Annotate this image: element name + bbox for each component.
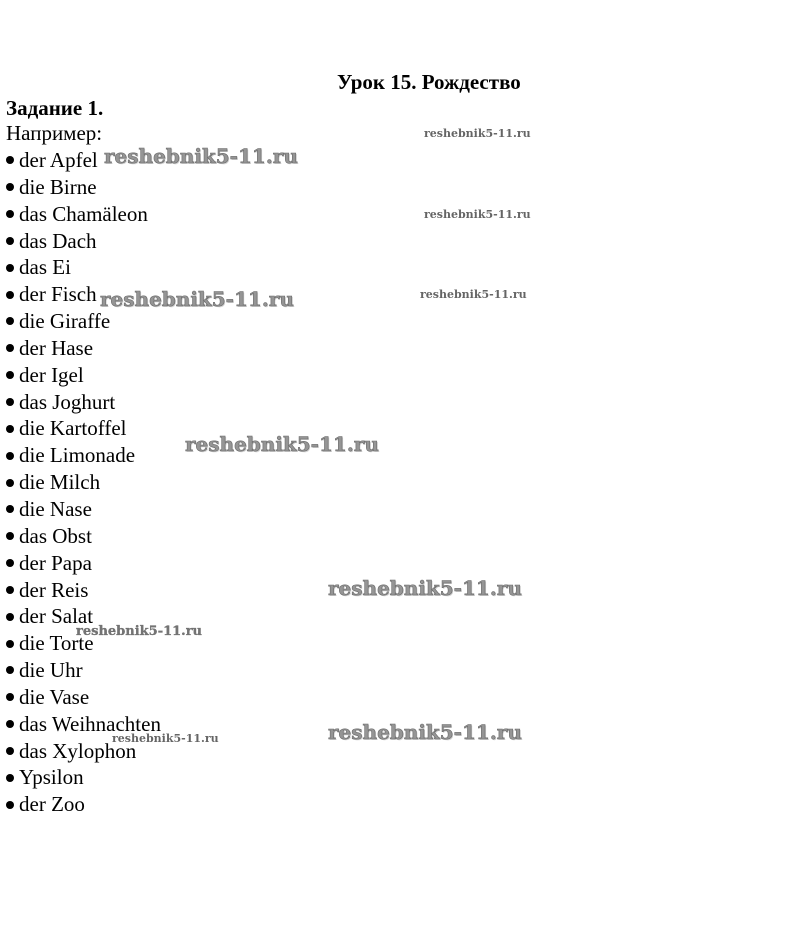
bullet-icon — [6, 505, 14, 513]
word-text: das Chamäleon — [19, 201, 148, 226]
bullet-icon — [6, 586, 14, 594]
watermark: reshebnik5-11.ru — [424, 127, 531, 140]
list-item — [6, 684, 161, 711]
word-text: der Igel — [19, 362, 84, 387]
bullet-icon — [6, 774, 14, 782]
page-title: Урок 15. Рождество — [337, 70, 521, 94]
bullet-icon — [6, 371, 14, 379]
watermark: reshebnik5-11.ru — [112, 732, 219, 745]
list-item — [6, 764, 161, 791]
word-text: der Papa — [19, 550, 92, 575]
word-text: das Xylophon — [19, 738, 137, 763]
word-text: die Nase — [19, 496, 92, 521]
word-text: die Vase — [19, 684, 90, 709]
word-text: der Zoo — [19, 792, 85, 817]
word-text: die Giraffe — [19, 309, 111, 334]
watermark: reshebnik5-11.ru — [76, 624, 203, 639]
list-item — [6, 550, 161, 577]
word-text: das Obst — [19, 523, 92, 548]
word-text: das Weihnachten — [19, 711, 161, 736]
list-item — [6, 254, 161, 281]
word-text: Ypsilon — [19, 765, 84, 790]
list-item — [6, 389, 161, 416]
watermark: reshebnik5-11.ru — [420, 288, 527, 301]
word-text: der Salat — [19, 604, 94, 629]
list-item — [6, 174, 161, 201]
bullet-icon — [6, 801, 14, 809]
bullet-icon — [6, 183, 14, 191]
word-text: der Fisch — [19, 282, 97, 307]
bullet-icon — [6, 317, 14, 325]
list-item — [6, 791, 161, 818]
bullet-icon — [6, 398, 14, 406]
bullet-icon — [6, 237, 14, 245]
list-item — [6, 308, 161, 335]
list-item — [6, 201, 161, 228]
word-text: der Hase — [19, 335, 94, 360]
watermark: reshebnik5-11.ru — [100, 287, 294, 311]
bullet-icon — [6, 747, 14, 755]
watermark: reshebnik5-11.ru — [185, 432, 379, 456]
word-text: der Reis — [19, 577, 89, 602]
watermark: reshebnik5-11.ru — [424, 208, 531, 221]
list-item — [6, 335, 161, 362]
bullet-icon — [6, 613, 14, 621]
word-text: die Torte — [19, 631, 94, 656]
bullet-icon — [6, 291, 14, 299]
list-item — [6, 577, 161, 604]
word-text: der Apfel — [19, 148, 98, 172]
list-item — [6, 228, 161, 255]
example-label: Например: — [6, 121, 103, 145]
bullet-icon — [6, 156, 14, 164]
word-text: die Uhr — [19, 658, 83, 683]
bullet-icon — [6, 264, 14, 272]
bullet-icon — [6, 720, 14, 728]
list-item — [6, 442, 161, 469]
list-item — [6, 657, 161, 684]
watermark: reshebnik5-11.ru — [328, 720, 522, 744]
word-text: das Dach — [19, 228, 97, 253]
word-text: die Milch — [19, 470, 101, 495]
bullet-icon — [6, 479, 14, 487]
word-text: das Joghurt — [19, 389, 116, 414]
task-heading: Задание 1. — [6, 96, 104, 120]
watermark: reshebnik5-11.ru — [328, 576, 522, 600]
watermark: reshebnik5-11.ru — [104, 144, 298, 168]
bullet-icon — [6, 452, 14, 460]
bullet-icon — [6, 532, 14, 540]
list-item — [6, 523, 161, 550]
bullet-icon — [6, 559, 14, 567]
word-text: die Birne — [19, 174, 97, 199]
bullet-icon — [6, 693, 14, 701]
bullet-icon — [6, 210, 14, 218]
bullet-icon — [6, 425, 14, 433]
word-text: die Limonade — [19, 443, 136, 468]
word-list — [6, 147, 161, 818]
bullet-icon — [6, 666, 14, 674]
list-item — [6, 469, 161, 496]
list-item — [6, 415, 161, 442]
list-item — [6, 362, 161, 389]
word-text: das Ei — [19, 255, 71, 280]
list-item — [6, 496, 161, 523]
word-text: die Kartoffel — [19, 416, 127, 441]
bullet-icon — [6, 344, 14, 352]
bullet-icon — [6, 640, 14, 648]
